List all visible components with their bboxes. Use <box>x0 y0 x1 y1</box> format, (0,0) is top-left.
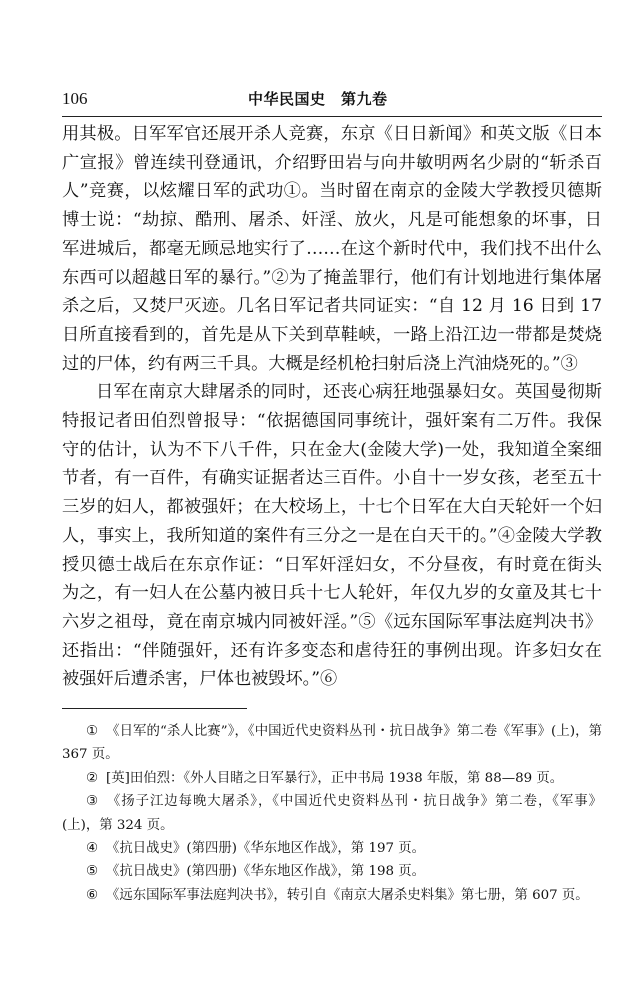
footnote <box>62 860 602 883</box>
footnote-marker: ② <box>86 770 99 786</box>
footnote-text: 《扬子江边每晚大屠杀》，《中国近代史资料丛刊・抗日战争》第二卷，《军事》(上)，第 324 页。 <box>62 794 602 833</box>
footnote-marker: ③ <box>86 794 99 810</box>
footnote-marker: ⑤ <box>86 864 99 880</box>
footnote-text: 《日军的“杀人比赛”》，《中国近代史资料丛刊・抗日战争》第二卷《军事》(上)，第 367 页。 <box>62 724 602 763</box>
footnote <box>62 790 602 837</box>
footnote-text: [英]田伯烈：《外人目睹之日军暴行》，正中书局 1938 年版，第 88—89 页。 <box>106 770 564 786</box>
page-number: 106 <box>62 89 88 108</box>
running-title: 中华民国史 第九卷 <box>248 90 388 108</box>
footnote <box>62 884 602 907</box>
body-text <box>62 120 602 694</box>
footnote-text: 《远东国际军事法庭判决书》，转引自《南京大屠杀史料集》第七册，第 607 页。 <box>106 887 589 903</box>
footnote-marker: ④ <box>86 841 99 857</box>
header-rule <box>62 116 602 117</box>
footnote <box>62 720 602 767</box>
paragraph-continuation: 用其极。日军军官还展开杀人竞赛，东京《日日新闻》和英文版《日本广宣报》曾连续刊登通讯，介绍野田岩与向井敏明两名少尉的“斩杀百人”竞赛，以炫耀日军的武功①。当时留在南京的金陵大学教授贝德斯博士说：“劫掠、酷刑、屠杀、奸淫、放火，凡是可能想象的坏事，日军进城后，都毫无顾忌地实行了……在这个新时代中，我们找不出什么东西可以超越日军的暴行。”②为了掩盖罪行，他们有计划地进行集体屠杀之后，又焚尸灭迹。几名日军记者共同证实：“自 12 月 16 日到 17 日所直接看到的，首先是从下关到草鞋峡，一路上沿江边一带都是焚烧过的尸体，约有两三千具。大概是经机枪扫射后浇上汽油烧死的。”③ <box>62 124 602 374</box>
footnotes <box>62 720 602 907</box>
footnote-marker: ⑥ <box>86 887 99 903</box>
footnote-marker: ① <box>86 724 99 739</box>
footnote <box>62 837 602 860</box>
footnote-text: 《抗日战史》(第四册)《华东地区作战》，第 197 页。 <box>106 841 426 857</box>
footnote <box>62 767 602 790</box>
footnote-rule <box>62 708 247 709</box>
paragraph: 日军在南京大肆屠杀的同时，还丧心病狂地强暴妇女。英国曼彻斯特报记者田伯烈曾报导：“依据德国同事统计，强奸案有二万件。我保守的估计，认为不下八千件，只在金大(金陵大学)一处，我知道全案细节者，有一百件，有确实证据者达三百件。小自十一岁女孩，老至五十三岁的妇人，都被强奸；在大校场上，十七个日军在大白天轮奸一个妇人，事实上，我所知道的案件有三分之一是在白天干的。”④金陵大学教授贝德士战后在东京作证：“日军奸淫妇女，不分昼夜，有时竟在街头为之，有一妇人在公墓内被日兵十七人轮奸，年仅九岁的女童及其七十六岁之祖母，竟在南京城内同被奸淫。”⑤《远东国际军事法庭判决书》还指出：“伴随强奸，还有许多变态和虐待狂的事例出现。许多妇女在被强奸后遭杀害，尸体也被毁坏。”⑥ <box>62 382 602 690</box>
footnote-text: 《抗日战史》(第四册)《华东地区作战》，第 198 页。 <box>106 864 426 880</box>
page-header <box>62 88 602 112</box>
